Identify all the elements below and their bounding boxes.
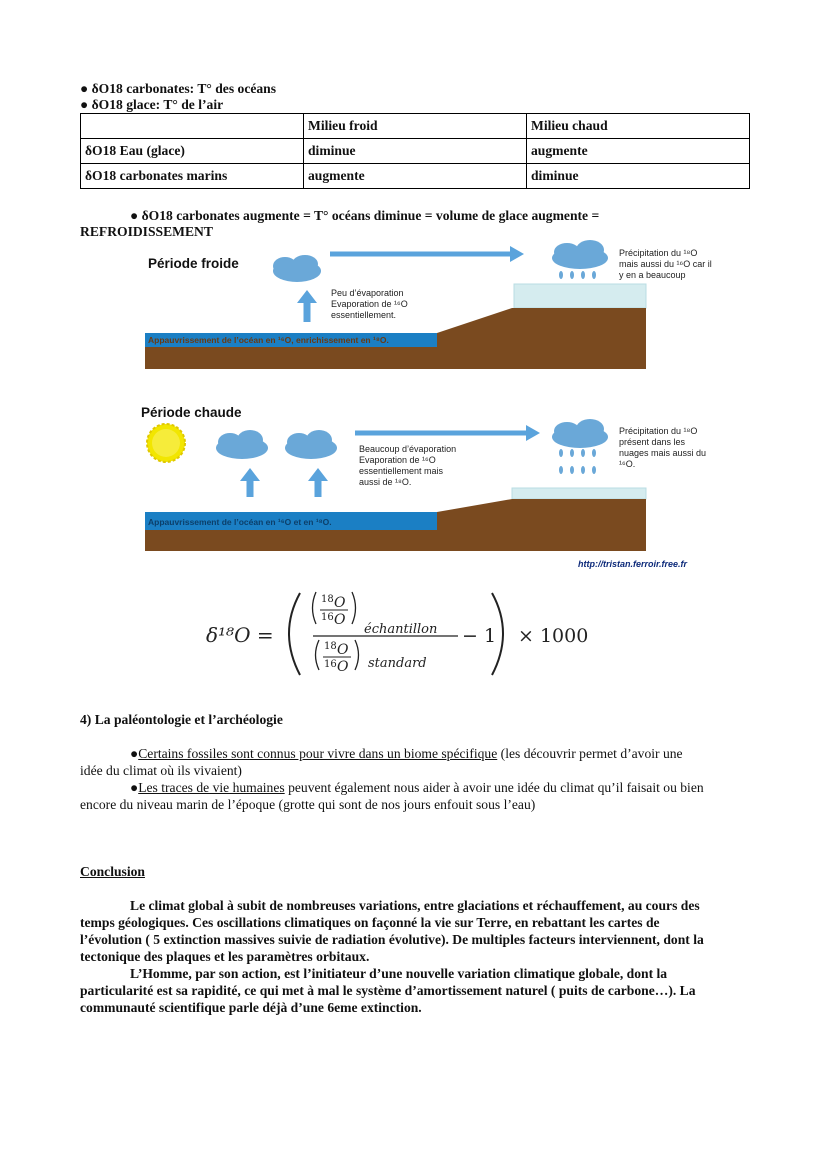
warm-period-title: Période chaude — [141, 405, 242, 420]
conclusion-p1-line: temps géologiques. Ces oscillations climatiques on façonné la vie sur Terre, en rebattant les cartes de — [80, 915, 660, 930]
human-traces-phrase: Les traces de vie humaines — [138, 780, 285, 795]
cloud-icon — [285, 430, 337, 459]
bullet-carbonates: ● δO18 carbonates: T° des océans — [80, 81, 277, 96]
table-cell: diminue — [304, 139, 527, 164]
conclusion-p2-line: particularité est sa rapidité, ce qui met à mal le système d’amortissement naturel ( puits de carbone…). La — [80, 983, 696, 998]
arrow-up-icon — [308, 468, 328, 481]
num-isotope: O — [334, 595, 346, 611]
cloud-icon — [216, 430, 268, 459]
den-isotope: O — [337, 642, 349, 658]
left-paren-icon — [289, 593, 300, 675]
arrow-up-icon — [240, 468, 260, 481]
num-subscript: 16 — [321, 612, 334, 623]
arrow-head-icon — [510, 246, 524, 262]
formula-lhs: δ¹⁸O = — [206, 623, 274, 647]
paragraph-fossils — [130, 745, 683, 762]
fossils-phrase: Certains fossiles sont connus pour vivre dans un biome spécifique — [138, 746, 498, 761]
bullet-icon: ● — [130, 746, 139, 761]
conclusion-p1-line: l’évolution ( 5 extinction massives suivie de radiation évolutive). De multiples facteurs interviennent, dont la — [80, 932, 704, 947]
ice-sheet — [514, 284, 646, 308]
table-header-cold: Milieu froid — [304, 114, 527, 139]
isotope-cycle-figure — [0, 0, 828, 580]
source-credit: http://tristan.ferroir.free.fr — [578, 559, 688, 569]
human-traces-line2: encore du niveau marin de l’époque (grotte qui sont de nos jours enfouit sous l’eau) — [80, 797, 536, 812]
fossils-line2: idée du climat où ils vivaient) — [80, 763, 242, 778]
conclusion-p2-line: communauté scientifique parle déjà d’une 6eme extinction. — [80, 1000, 422, 1015]
formula-minus-one: − 1 — [462, 625, 497, 647]
statement-line1: ● δO18 carbonates augmente = T° océans diminue = volume de glace augmente = — [130, 208, 600, 223]
cold-period-title: Période froide — [148, 256, 239, 271]
arrow-head-icon — [526, 425, 540, 441]
delta-o18-formula — [200, 585, 600, 680]
table-cell: augmente — [304, 164, 527, 189]
sun-icon — [147, 424, 185, 462]
den-superscript: 18 — [324, 641, 337, 652]
cold-evap-label: Peu d’évaporation Evaporation de ¹⁶O essentiellement. — [331, 288, 408, 320]
conclusion-p1-line: Le climat global à subit de nombreuses variations, entre glaciations et réchauffement, au cours des — [130, 898, 700, 913]
formula-times-1000: × 1000 — [518, 625, 589, 647]
table-header-warm: Milieu chaud — [527, 114, 750, 139]
warm-evap-label: Beaucoup d’évaporation Evaporation de ¹⁶O essentiellement mais aussi de ¹⁸O. — [359, 444, 457, 487]
paragraph-human-traces — [130, 779, 704, 796]
bullet-icon: ● — [130, 780, 139, 795]
table-cell: augmente — [527, 139, 750, 164]
table-cell: δO18 carbonates marins — [81, 164, 304, 189]
fossils-rest: (les découvrir permet d’avoir une — [497, 746, 683, 761]
conclusion-p1-line: tectonique des plaques et les paramètres orbitaux. — [80, 949, 370, 964]
den-subscript: 16 — [324, 659, 337, 670]
ice-sheet — [512, 488, 646, 499]
den-isotope: O — [337, 659, 349, 675]
formula-sample-label: échantillon — [364, 622, 438, 637]
table-cell: diminue — [527, 164, 750, 189]
formula-standard-label: standard — [368, 656, 427, 671]
arrow-up-icon — [297, 290, 317, 303]
conclusion-p2-line: L’Homme, par son action, est l’initiateur d’une nouvelle variation climatique globale, dont la — [130, 966, 668, 981]
cloud-icon — [552, 419, 608, 448]
cloud-icon — [552, 240, 608, 269]
rain-drops-icon — [559, 271, 596, 279]
rain-drops-icon — [559, 449, 596, 474]
bullet-glace: ● δO18 glace: T° de l’air — [80, 97, 224, 112]
cloud-icon — [273, 255, 321, 282]
cold-ocean-label: Appauvrissement de l’océan en ¹⁶O, enrichissement en ¹⁸O. — [148, 335, 389, 345]
cold-precip-label: Précipitation du ¹⁸O mais aussi du ¹⁶O car il y en a beaucoup — [619, 248, 712, 280]
table-cell: δO18 Eau (glace) — [81, 139, 304, 164]
conclusion-heading: Conclusion — [80, 864, 145, 879]
warm-ocean-label: Appauvrissement de l’océan en ¹⁶O et en ¹⁸O. — [148, 517, 332, 527]
num-superscript: 18 — [321, 594, 334, 605]
section4-heading: 4) La paléontologie et l’archéologie — [80, 712, 283, 727]
statement-line2: REFROIDISSEMENT — [80, 224, 213, 239]
human-traces-rest: peuvent également nous aider à avoir une idée du climat qu’il faisait ou bien — [284, 780, 704, 795]
warm-precip-label: Précipitation du ¹⁸O présent dans les nuages mais aussi du ¹⁶O. — [619, 426, 707, 469]
num-isotope: O — [334, 612, 346, 628]
